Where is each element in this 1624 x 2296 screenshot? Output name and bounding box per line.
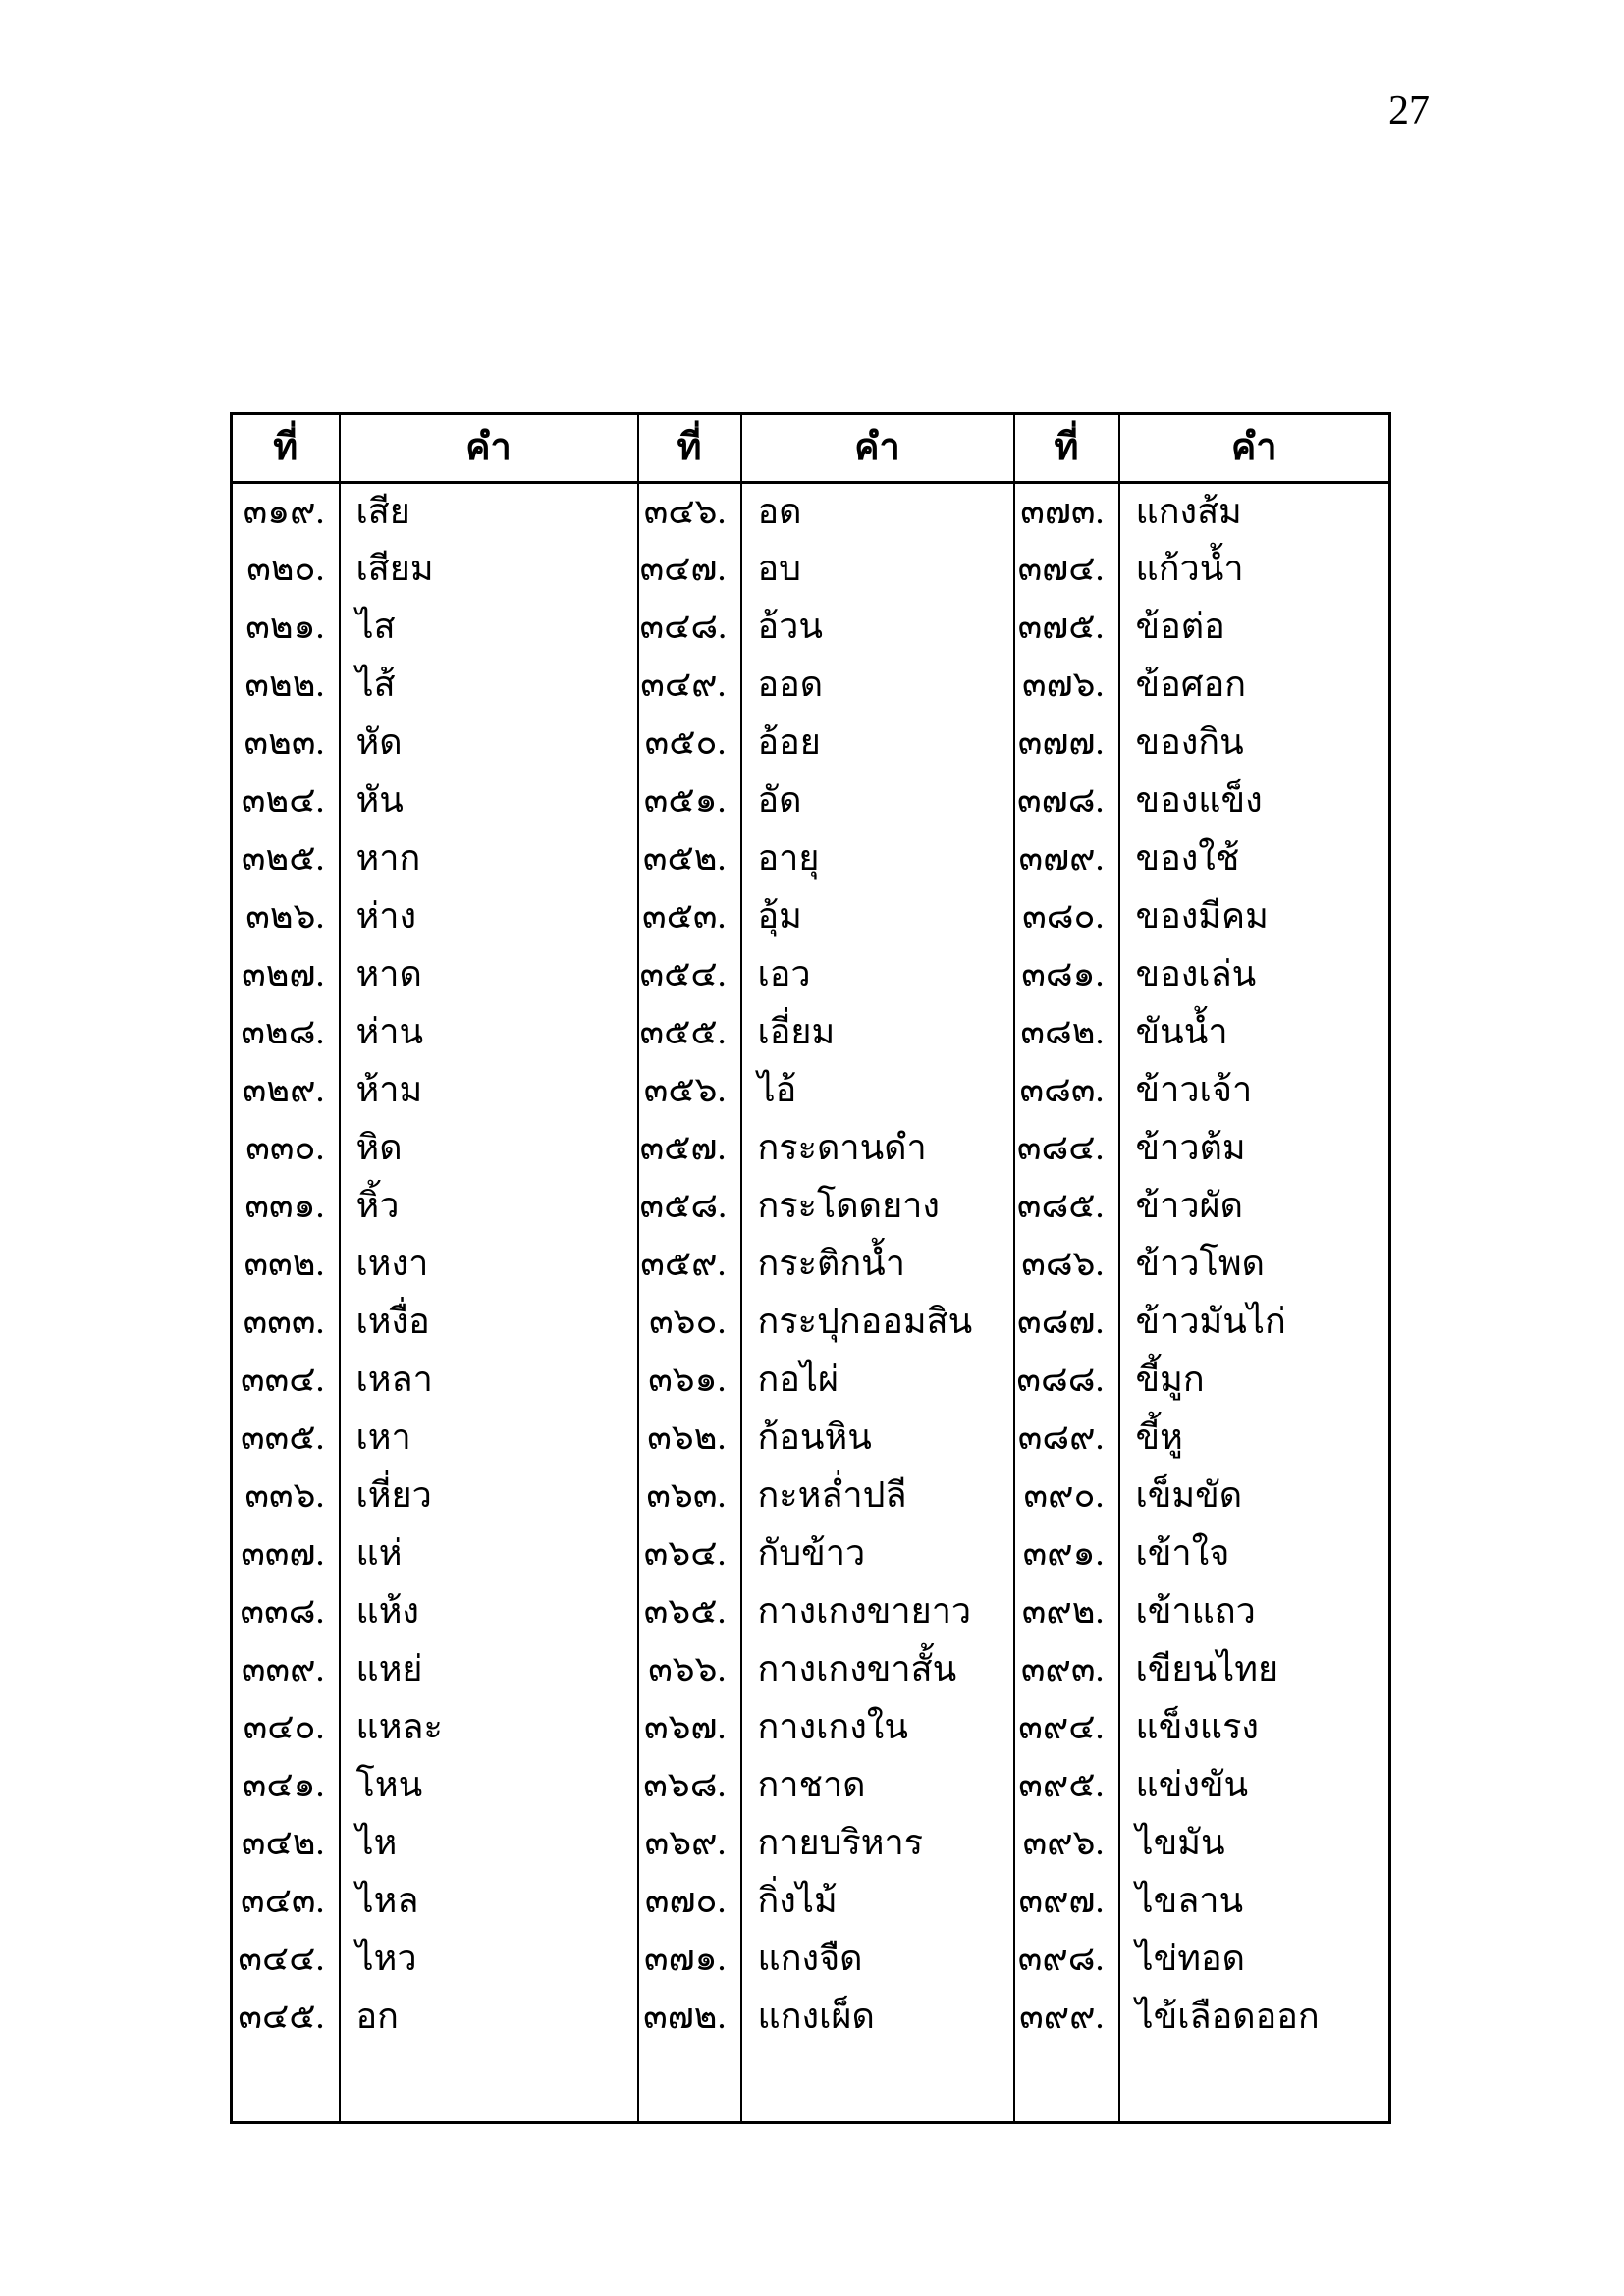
table-row (232, 1178, 1390, 1236)
entry-word: เสียม (340, 541, 638, 599)
entry-number: ๓๙๔. (1014, 1699, 1119, 1757)
entry-word: ข้าวต้ม (1119, 1120, 1390, 1178)
entry-number: ๓๙๕. (1014, 1757, 1119, 1815)
entry-number: ๓๒๙. (232, 1062, 340, 1120)
entry-word: อบ (741, 541, 1014, 599)
entry-word: แกงจืด (741, 1931, 1014, 1989)
entry-number: ๓๒๘. (232, 1004, 340, 1062)
entry-word: หาด (340, 946, 638, 1004)
header-word-3: คำ (1119, 414, 1390, 483)
header-row (232, 414, 1390, 483)
entry-number: ๓๗๑. (638, 1931, 741, 1989)
entry-word: กางเกงขายาว (741, 1583, 1014, 1641)
entry-word: อ้วน (741, 599, 1014, 657)
entry-word: ไห (340, 1815, 638, 1873)
entry-number: ๓๕๓. (638, 888, 741, 946)
empty-cell (638, 2047, 741, 2123)
entry-word: เข้าใจ (1119, 1525, 1390, 1583)
entry-word: อก (340, 1989, 638, 2047)
entry-word: เหี่ยว (340, 1468, 638, 1525)
entry-number: ๓๘๕. (1014, 1178, 1119, 1236)
entry-number: ๓๔๒. (232, 1815, 340, 1873)
entry-number: ๓๓๗. (232, 1525, 340, 1583)
entry-word: กระโดดยาง (741, 1178, 1014, 1236)
entry-word: หัน (340, 773, 638, 830)
entry-number: ๓๕๕. (638, 1004, 741, 1062)
entry-number: ๓๕๑. (638, 773, 741, 830)
entry-number: ๓๗๓. (1014, 483, 1119, 541)
entry-number: ๓๓๔. (232, 1352, 340, 1410)
entry-word: ออด (741, 657, 1014, 715)
entry-word: อัด (741, 773, 1014, 830)
table-row (232, 1525, 1390, 1583)
table-row (232, 1641, 1390, 1699)
table-row (232, 1815, 1390, 1873)
entry-number: ๓๗๗. (1014, 715, 1119, 773)
entry-number: ๓๗๔. (1014, 541, 1119, 599)
entry-number: ๓๔๔. (232, 1931, 340, 1989)
entry-word: ข้อต่อ (1119, 599, 1390, 657)
table-row (232, 1294, 1390, 1352)
entry-word: หัด (340, 715, 638, 773)
entry-word: หาก (340, 830, 638, 888)
entry-number: ๓๒๐. (232, 541, 340, 599)
entry-number: ๓๑๙. (232, 483, 340, 541)
entry-word: หิด (340, 1120, 638, 1178)
entry-word: อ้อย (741, 715, 1014, 773)
entry-number: ๓๙๑. (1014, 1525, 1119, 1583)
entry-number: ๓๕๐. (638, 715, 741, 773)
table-row (232, 1989, 1390, 2047)
entry-number: ๓๕๙. (638, 1236, 741, 1294)
entry-word: เหงื่อ (340, 1294, 638, 1352)
entry-number: ๓๗๕. (1014, 599, 1119, 657)
entry-number: ๓๘๖. (1014, 1236, 1119, 1294)
table-row (232, 888, 1390, 946)
entry-number: ๓๒๒. (232, 657, 340, 715)
entry-number: ๓๒๑. (232, 599, 340, 657)
entry-number: ๓๙๒. (1014, 1583, 1119, 1641)
entry-number: ๓๗๖. (1014, 657, 1119, 715)
header-word-1: คำ (340, 414, 638, 483)
entry-number: ๓๖๘. (638, 1757, 741, 1815)
entry-number: ๓๙๐. (1014, 1468, 1119, 1525)
entry-word: กิ่งไม้ (741, 1873, 1014, 1931)
entry-number: ๓๓๒. (232, 1236, 340, 1294)
table-row (232, 715, 1390, 773)
table-row (232, 1931, 1390, 1989)
entry-number: ๓๘๑. (1014, 946, 1119, 1004)
table-row (232, 830, 1390, 888)
entry-word: แข็งแรง (1119, 1699, 1390, 1757)
entry-word: เอี่ยม (741, 1004, 1014, 1062)
entry-number: ๓๔๗. (638, 541, 741, 599)
entry-word: กางเกงใน (741, 1699, 1014, 1757)
entry-word: กอไผ่ (741, 1352, 1014, 1410)
word-table (230, 412, 1391, 2124)
empty-cell (232, 2047, 340, 2123)
entry-number: ๓๗๐. (638, 1873, 741, 1931)
table-row (232, 483, 1390, 541)
entry-word: เข็มขัด (1119, 1468, 1390, 1525)
table-row (232, 599, 1390, 657)
empty-cell (340, 2047, 638, 2123)
entry-word: ขี้มูก (1119, 1352, 1390, 1410)
entry-number: ๓๔๙. (638, 657, 741, 715)
header-no-1: ที่ (232, 414, 340, 483)
entry-word: กาชาด (741, 1757, 1014, 1815)
entry-number: ๓๖๕. (638, 1583, 741, 1641)
entry-number: ๓๓๙. (232, 1641, 340, 1699)
entry-word: ของแข็ง (1119, 773, 1390, 830)
entry-number: ๓๕๖. (638, 1062, 741, 1120)
table-body (232, 483, 1390, 2123)
entry-word: หิ้ว (340, 1178, 638, 1236)
entry-number: ๓๘๗. (1014, 1294, 1119, 1352)
entry-word: แกงเผ็ด (741, 1989, 1014, 2047)
table-row (232, 1352, 1390, 1410)
entry-number: ๓๔๑. (232, 1757, 340, 1815)
entry-word: ไขมัน (1119, 1815, 1390, 1873)
entry-number: ๓๕๒. (638, 830, 741, 888)
entry-word: ของเล่น (1119, 946, 1390, 1004)
entry-word: ข้าวมันไก่ (1119, 1294, 1390, 1352)
entry-number: ๓๒๖. (232, 888, 340, 946)
entry-word: ข้าวโพด (1119, 1236, 1390, 1294)
entry-word: ข้าวผัด (1119, 1178, 1390, 1236)
table-row (232, 1583, 1390, 1641)
entry-number: ๓๖๔. (638, 1525, 741, 1583)
entry-number: ๓๒๔. (232, 773, 340, 830)
entry-word: ของมีคม (1119, 888, 1390, 946)
entry-word: เข้าแถว (1119, 1583, 1390, 1641)
entry-number: ๓๓๐. (232, 1120, 340, 1178)
entry-number: ๓๔๐. (232, 1699, 340, 1757)
table-row (232, 541, 1390, 599)
entry-number: ๓๓๑. (232, 1178, 340, 1236)
entry-word: ขันน้ำ (1119, 1004, 1390, 1062)
entry-word: แหละ (340, 1699, 638, 1757)
entry-word: ไขลาน (1119, 1873, 1390, 1931)
entry-word: อุ้ม (741, 888, 1014, 946)
empty-cell (741, 2047, 1014, 2123)
entry-word: เหลา (340, 1352, 638, 1410)
table-row (232, 773, 1390, 830)
page-number: 27 (1388, 88, 1430, 133)
entry-word: ไส้ (340, 657, 638, 715)
entry-word: ไส (340, 599, 638, 657)
entry-number: ๓๕๗. (638, 1120, 741, 1178)
entry-number: ๓๒๓. (232, 715, 340, 773)
entry-word: ข้อศอก (1119, 657, 1390, 715)
entry-number: ๓๗๒. (638, 1989, 741, 2047)
entry-word: อด (741, 483, 1014, 541)
entry-number: ๓๗๘. (1014, 773, 1119, 830)
entry-word: ไหล (340, 1873, 638, 1931)
entry-number: ๓๘๓. (1014, 1062, 1119, 1120)
entry-word: เขียนไทย (1119, 1641, 1390, 1699)
table-row (232, 1236, 1390, 1294)
entry-word: เหา (340, 1410, 638, 1468)
entry-word: อายุ (741, 830, 1014, 888)
entry-number: ๓๔๓. (232, 1873, 340, 1931)
entry-number: ๓๙๓. (1014, 1641, 1119, 1699)
entry-word: แห่ (340, 1525, 638, 1583)
entry-word: เสีย (340, 483, 638, 541)
entry-number: ๓๘๔. (1014, 1120, 1119, 1178)
entry-number: ๓๔๘. (638, 599, 741, 657)
entry-number: ๓๔๕. (232, 1989, 340, 2047)
table-row (232, 1062, 1390, 1120)
entry-word: ห่าน (340, 1004, 638, 1062)
entry-number: ๓๓๕. (232, 1410, 340, 1468)
entry-word: เหงา (340, 1236, 638, 1294)
entry-number: ๓๘๐. (1014, 888, 1119, 946)
entry-number: ๓๖๙. (638, 1815, 741, 1873)
table-row (232, 1873, 1390, 1931)
entry-number: ๓๙๘. (1014, 1931, 1119, 1989)
entry-word: ไข่ทอด (1119, 1931, 1390, 1989)
entry-word: แหย่ (340, 1641, 638, 1699)
entry-word: กระปุกออมสิน (741, 1294, 1014, 1352)
entry-number: ๓๘๙. (1014, 1410, 1119, 1468)
entry-number: ๓๙๗. (1014, 1873, 1119, 1931)
entry-word: ไอ้ (741, 1062, 1014, 1120)
entry-number: ๓๓๖. (232, 1468, 340, 1525)
entry-number: ๓๘๒. (1014, 1004, 1119, 1062)
entry-word: กระติกน้ำ (741, 1236, 1014, 1294)
entry-word: ก้อนหิน (741, 1410, 1014, 1468)
entry-number: ๓๗๙. (1014, 830, 1119, 888)
entry-word: กะหล่ำปลี (741, 1468, 1014, 1525)
empty-cell (1014, 2047, 1119, 2123)
entry-word: ไหว (340, 1931, 638, 1989)
header-word-2: คำ (741, 414, 1014, 483)
table-row (232, 657, 1390, 715)
table-header (232, 414, 1390, 483)
entry-number: ๓๙๙. (1014, 1989, 1119, 2047)
entry-word: แข่งขัน (1119, 1757, 1390, 1815)
table-filler-row (232, 2047, 1390, 2123)
entry-word: กางเกงขาสั้น (741, 1641, 1014, 1699)
table-row (232, 1410, 1390, 1468)
entry-word: ห้าม (340, 1062, 638, 1120)
entry-word: ขี้หู (1119, 1410, 1390, 1468)
entry-word: โหน (340, 1757, 638, 1815)
table-row (232, 1699, 1390, 1757)
empty-cell (1119, 2047, 1390, 2123)
entry-number: ๓๓๘. (232, 1583, 340, 1641)
table-row (232, 1468, 1390, 1525)
entry-number: ๓๖๓. (638, 1468, 741, 1525)
entry-word: กับข้าว (741, 1525, 1014, 1583)
entry-number: ๓๖๗. (638, 1699, 741, 1757)
entry-word: กายบริหาร (741, 1815, 1014, 1873)
entry-number: ๓๓๓. (232, 1294, 340, 1352)
entry-word: ห่าง (340, 888, 638, 946)
table-row (232, 1004, 1390, 1062)
entry-word: แก้วน้ำ (1119, 541, 1390, 599)
table-row (232, 946, 1390, 1004)
entry-word: เอว (741, 946, 1014, 1004)
entry-word: แห้ง (340, 1583, 638, 1641)
entry-number: ๓๕๔. (638, 946, 741, 1004)
entry-number: ๓๔๖. (638, 483, 741, 541)
entry-number: ๓๖๐. (638, 1294, 741, 1352)
entry-number: ๓๙๖. (1014, 1815, 1119, 1873)
entry-number: ๓๒๗. (232, 946, 340, 1004)
entry-word: ของกิน (1119, 715, 1390, 773)
entry-word: แกงส้ม (1119, 483, 1390, 541)
entry-word: ข้าวเจ้า (1119, 1062, 1390, 1120)
entry-number: ๓๖๑. (638, 1352, 741, 1410)
header-no-3: ที่ (1014, 414, 1119, 483)
header-no-2: ที่ (638, 414, 741, 483)
entry-number: ๓๘๘. (1014, 1352, 1119, 1410)
entry-word: กระดานดำ (741, 1120, 1014, 1178)
entry-number: ๓๕๘. (638, 1178, 741, 1236)
entry-number: ๓๖๖. (638, 1641, 741, 1699)
entry-number: ๓๖๒. (638, 1410, 741, 1468)
table-row (232, 1120, 1390, 1178)
table-row (232, 1757, 1390, 1815)
entry-word: ของใช้ (1119, 830, 1390, 888)
entry-word: ไข้เลือดออก (1119, 1989, 1390, 2047)
entry-number: ๓๒๕. (232, 830, 340, 888)
